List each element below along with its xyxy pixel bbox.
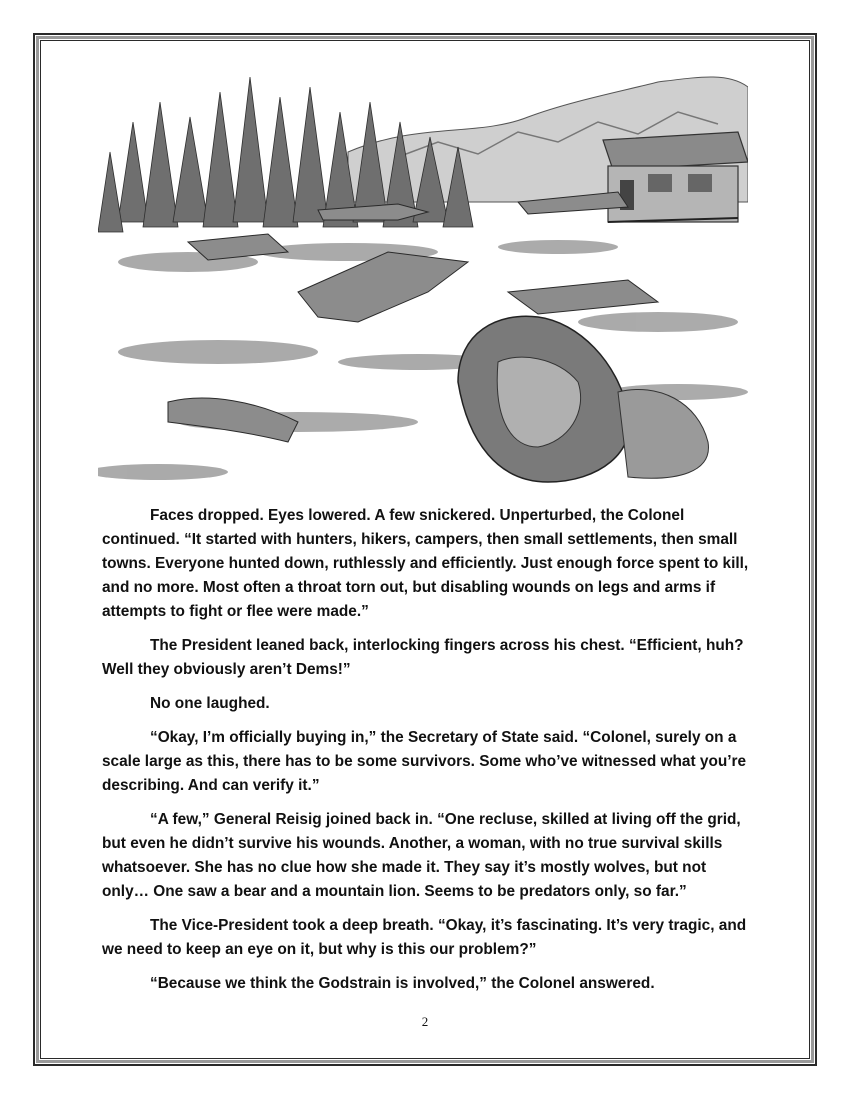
page-number: 2: [421, 1014, 429, 1029]
paragraph: “Because we think the Godstrain is involved,” the Colonel answered.: [150, 975, 655, 992]
paragraph: No one laughed.: [150, 695, 270, 712]
paragraph: Faces dropped. Eyes lowered. A few snickered. Unperturbed, the Colonel continued. “It started with hunters, hikers, campers, then small settlements, then small towns. Everyone hunted down, ruthlessly and efficiently. Just enough force spent to kill, and no more. Most often a throat torn out, but disabling wounds on legs and arms if attempts to fight or flee were made.”: [102, 507, 749, 620]
snowy-clearing-illustration: [98, 62, 748, 488]
paragraph: “A few,” General Reisig joined back in. “One recluse, skilled at living off the grid, but even he didn’t survive his wounds. Another, a woman, with no true survival skills whatsoever. She has no clue how she made it. They say it’s mostly wolves, but not only… One saw a bear and a mountain lion. Seems to be predators only, so far.”: [102, 811, 741, 900]
paragraph: The Vice-President took a deep breath. “Okay, it’s fascinating. It’s very tragic, and we need to keep an eye on it, but why is this our problem?”: [102, 917, 747, 958]
paragraph: The President leaned back, interlocking fingers across his chest. “Efficient, huh? Well they obviously aren’t Dems!”: [102, 637, 744, 678]
story-text: [102, 504, 752, 1006]
cabin-drawing: [603, 132, 748, 222]
paragraph: “Okay, I’m officially buying in,” the Secretary of State said. “Colonel, surely on a scale large as this, there has to be some survivors. Some who’ve witnessed what you’re describing. And can verify it.”: [102, 729, 747, 794]
